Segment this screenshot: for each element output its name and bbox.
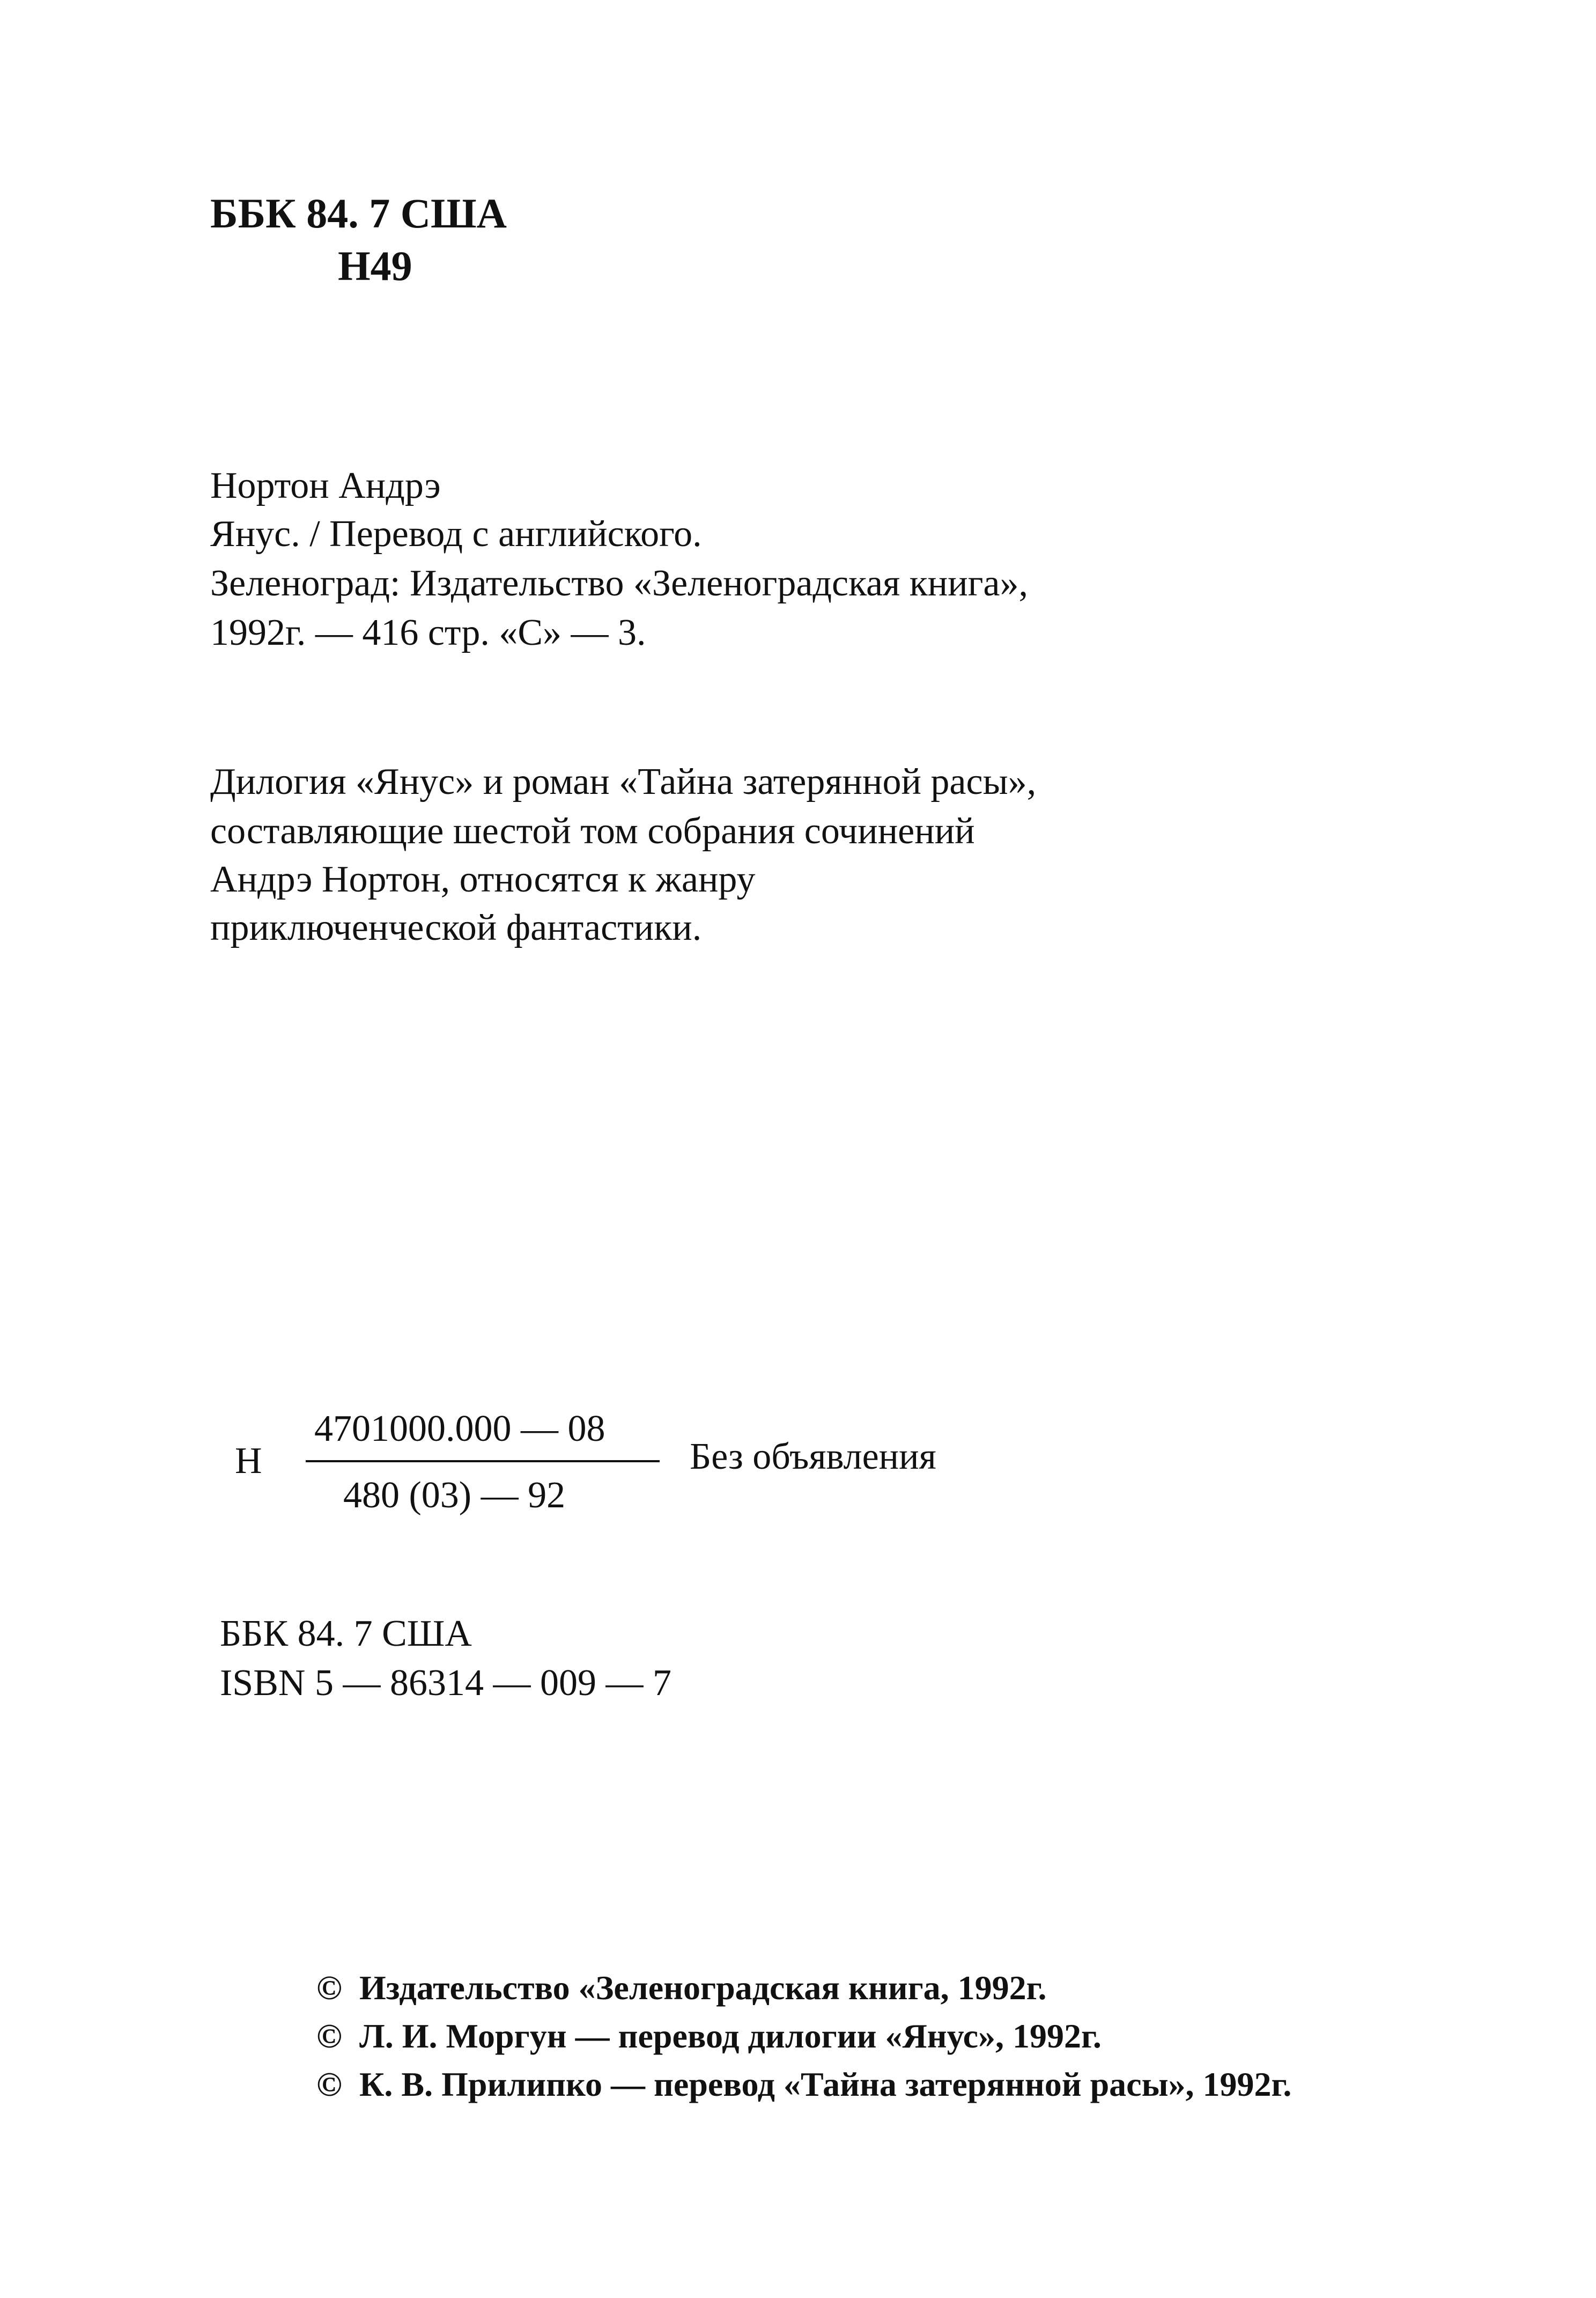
copyright-symbol: © — [316, 1969, 342, 2007]
bibliographic-line: Зеленоград: Издательство «Зеленоградская книга», — [210, 563, 1028, 604]
copyright-line — [316, 2013, 1102, 2060]
copyright-symbol: © — [316, 2065, 342, 2103]
copyright-line — [316, 2061, 1291, 2108]
copyright-text: К. В. Прилипко — перевод «Тайна затерянной расы», 1992г. — [359, 2065, 1292, 2103]
price-code-numerator: 4701000.000 — 08 — [314, 1408, 605, 1449]
bibliographic-line: Янус. / Перевод с английского. — [210, 513, 702, 555]
header-author-sign: Н49 — [338, 242, 412, 289]
annotation-line: Дилогия «Янус» и роман «Тайна затерянной расы», — [210, 761, 1037, 802]
annotation-line: составляющие шестой том собрания сочинений — [210, 811, 975, 852]
annotation-line: приключенческой фантастики. — [210, 907, 702, 948]
header-bbk: ББК 84. 7 США — [210, 190, 507, 237]
price-code-denominator: 480 (03) — 92 — [343, 1475, 566, 1516]
price-code-letter: Н — [235, 1440, 262, 1482]
isbn: ISBN 5 — 86314 — 009 — 7 — [220, 1662, 671, 1704]
copyright-text: Л. И. Моргун — перевод дилогии «Янус», 1992г. — [359, 2017, 1102, 2055]
price-code-note: Без объявления — [690, 1436, 936, 1477]
classification-bbk: ББК 84. 7 США — [220, 1613, 472, 1654]
annotation-line: Андрэ Нортон, относятся к жанру — [210, 859, 756, 900]
bibliographic-line: 1992г. — 416 стр. «С» — 3. — [210, 612, 646, 653]
copyright-line — [316, 1964, 1047, 2012]
fraction-line — [306, 1460, 660, 1462]
copyright-symbol: © — [316, 2017, 342, 2055]
copyright-text: Издательство «Зеленоградская книга, 1992г. — [359, 1969, 1047, 2007]
bibliographic-line: Нортон Андрэ — [210, 465, 441, 506]
